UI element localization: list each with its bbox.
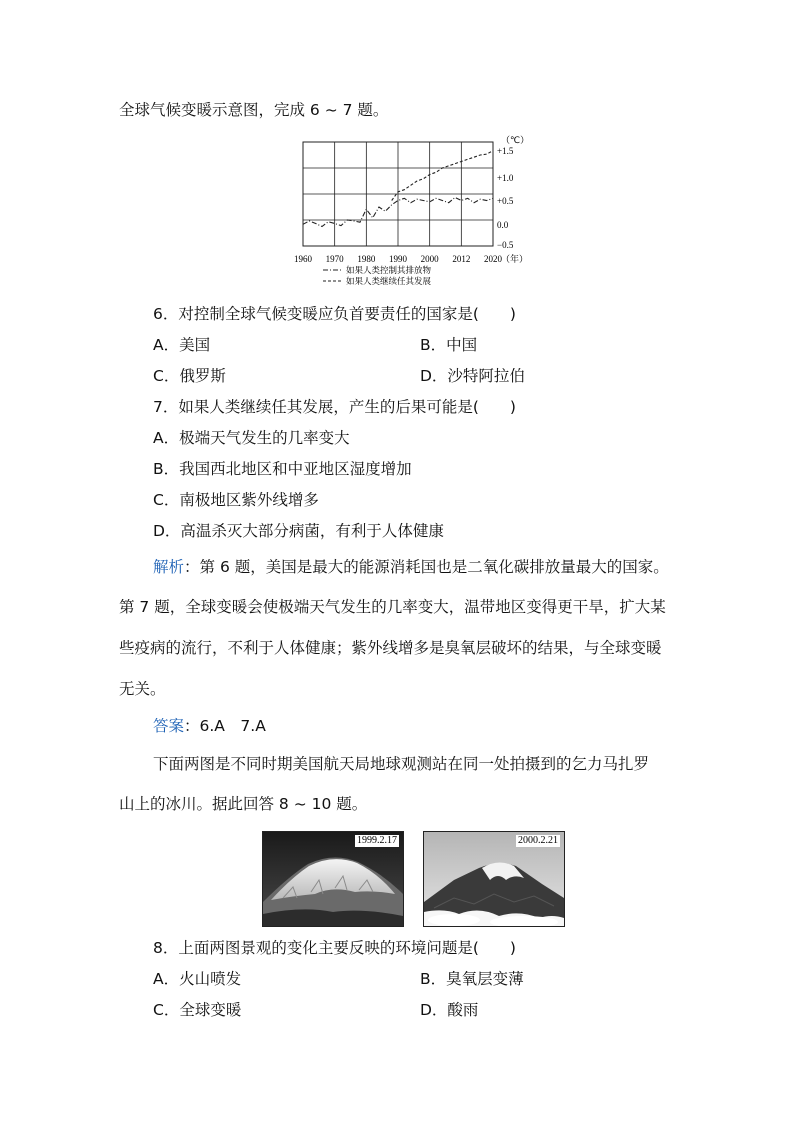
q8-option-b: B．臭氧层变薄 bbox=[420, 970, 524, 988]
analysis-label: 解析 bbox=[153, 558, 185, 576]
answer-label: 答案 bbox=[153, 717, 185, 735]
photo-date-2000: 2000.2.21 bbox=[518, 835, 558, 846]
y-tick-label: 0.0 bbox=[497, 220, 509, 230]
answer-line: 答案：6.A 7.A bbox=[153, 717, 266, 735]
x-tick-label: 2020 bbox=[484, 254, 502, 264]
q8-option-d: D．酸雨 bbox=[420, 1001, 479, 1019]
q8-option-a: A．火山喷发 bbox=[153, 970, 242, 988]
legend-label-1: 如果人类控制其排放物 bbox=[346, 266, 432, 276]
intro-text: 全球气候变暖示意图，完成 6 ~ 7 题。 bbox=[119, 101, 389, 119]
x-tick-label: 1980 bbox=[357, 254, 376, 264]
chart-grid bbox=[303, 142, 493, 246]
analysis-line-2: 第 7 题，全球变暖会使极端天气发生的几率变大，温带地区变得更干旱，扩大某 bbox=[119, 598, 666, 616]
series-line-2 bbox=[392, 151, 493, 201]
q6-option-a: A．美国 bbox=[153, 336, 211, 354]
x-unit-label: （年） bbox=[501, 255, 529, 265]
q7-option-a: A．极端天气发生的几率变大 bbox=[153, 429, 350, 447]
photo-date-1999: 1999.2.17 bbox=[357, 835, 397, 846]
analysis-line-1: 解析：第 6 题，美国是最大的能源消耗国也是二氧化碳排放量最大的国家。 bbox=[153, 558, 669, 576]
x-tick-label: 1990 bbox=[389, 254, 407, 264]
intro2-line-2: 山上的冰川。据此回答 8 ~ 10 题。 bbox=[119, 795, 368, 813]
q8-option-c: C．全球变暖 bbox=[153, 1001, 242, 1019]
x-tick-label: 2012 bbox=[452, 254, 471, 264]
q8-stem: 8．上面两图景观的变化主要反映的环境问题是( ) bbox=[153, 939, 516, 957]
climate-chart bbox=[283, 132, 553, 300]
q6-option-d: D．沙特阿拉伯 bbox=[420, 367, 525, 385]
q6-option-c: C．俄罗斯 bbox=[153, 367, 226, 385]
glacier-photo-1999 bbox=[262, 831, 404, 927]
x-tick-label: 1970 bbox=[325, 254, 344, 264]
q7-option-c: C．南极地区紫外线增多 bbox=[153, 491, 319, 509]
y-tick-label: +1.0 bbox=[497, 173, 514, 183]
q6-stem: 6．对控制全球气候变暖应负首要责任的国家是( ) bbox=[153, 305, 516, 323]
chart-legend bbox=[323, 265, 432, 287]
q6-option-b: B．中国 bbox=[420, 336, 478, 354]
legend-label-2: 如果人类继续任其发展 bbox=[346, 277, 432, 287]
y-tick-label: +1.5 bbox=[497, 146, 514, 156]
y-tick-label: −0.5 bbox=[497, 240, 514, 250]
y-tick-label: +0.5 bbox=[497, 196, 514, 206]
glacier-photo-2000 bbox=[423, 831, 565, 927]
x-tick-label: 1960 bbox=[294, 254, 312, 264]
analysis-line-4: 无关。 bbox=[119, 680, 166, 698]
y-unit-label: （℃） bbox=[501, 136, 530, 146]
q7-option-d: D．高温杀灭大部分病菌，有利于人体健康 bbox=[153, 522, 444, 540]
analysis-line-3: 些疫病的流行，不利于人体健康；紫外线增多是臭氧层破坏的结果，与全球变暖 bbox=[119, 639, 662, 657]
x-tick-label: 2000 bbox=[420, 254, 439, 264]
intro2-line-1: 下面两图是不同时期美国航天局地球观测站在同一处拍摄到的乞力马扎罗 bbox=[153, 755, 650, 773]
q7-stem: 7．如果人类继续任其发展，产生的后果可能是( ) bbox=[153, 398, 516, 416]
q7-option-b: B．我国西北地区和中亚地区湿度增加 bbox=[153, 460, 412, 478]
